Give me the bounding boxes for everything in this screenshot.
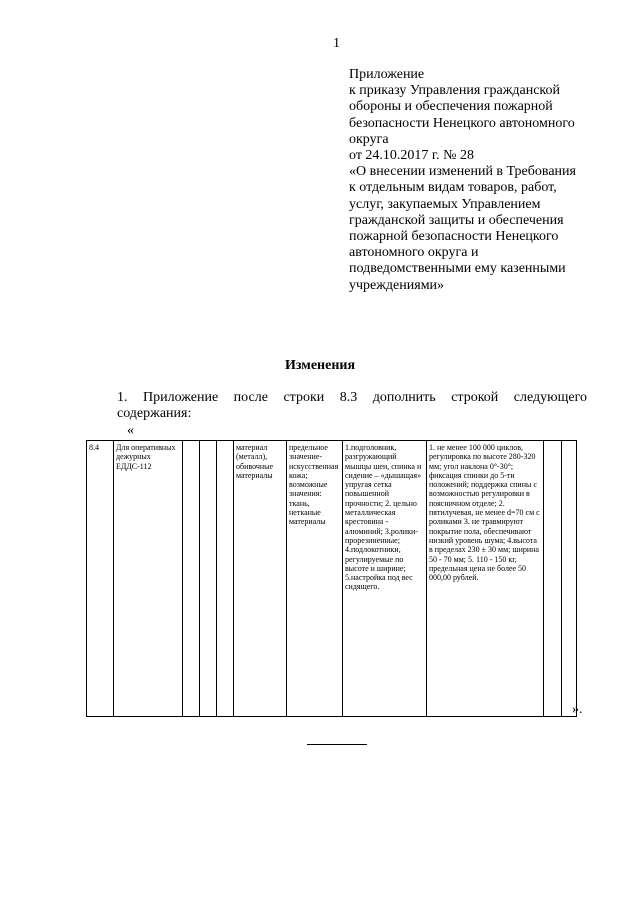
footer-rule <box>307 744 367 745</box>
section-heading: Изменения <box>284 358 356 373</box>
empty-cell <box>200 441 217 717</box>
appendix-line: безопасности Ненецкого автономного <box>349 115 575 131</box>
empty-cell <box>562 441 577 717</box>
appendix-line: Приложение <box>349 67 425 82</box>
empty-cell <box>544 441 562 717</box>
empty-cell <box>183 441 200 717</box>
empty-cell <box>217 441 234 717</box>
closing-quote: ». <box>572 702 583 717</box>
paragraph-line-2: содержания: <box>117 406 192 421</box>
material-cell: материал (металл), обивочные материалы <box>234 441 287 717</box>
appendix-header <box>349 67 594 294</box>
appendix-line: подведомственными ему казенными <box>349 261 566 277</box>
appendix-line: услуг, закупаемых Управлением <box>349 196 541 212</box>
appendix-line: гражданской защиты и обеспечения <box>349 212 564 228</box>
row-number-cell: 8.4 <box>87 441 114 717</box>
item-name-cell: Для оперативных дежурных ЕДДС-112 <box>114 441 183 717</box>
allowed-values-cell: предельное значение-искусственная кожа; возможные значения: ткань, нетканые материалы <box>287 441 343 717</box>
appendix-line: «О внесении изменений в Требования <box>349 164 576 180</box>
appendix-line: обороны и обеспечения пожарной <box>349 99 553 115</box>
appendix-line: от 24.10.2017 г. № 28 <box>349 148 474 164</box>
appendix-line: округа <box>349 131 389 147</box>
appendix-line: автономного округа и <box>349 245 479 261</box>
appendix-line: учреждениями» <box>349 277 445 293</box>
appendix-line: пожарной безопасности Ненецкого <box>349 229 559 245</box>
page-number: 1 <box>333 36 340 51</box>
features-cell: 1.подголовник, разгружающий мышцы шеи, спинка и сидение – «дышащая» упругая сетка повышенной прочности; 2. цельно металлическая крестовина - алюминий; 3.ролики-прорезиненные; 4.подлокотники, регулируемые по высоте и ширине; 5.настройка под вес сидящего. <box>343 441 427 717</box>
table-row <box>87 441 577 717</box>
appendix-line: к отдельным видам товаров, работ, <box>349 180 557 196</box>
changes-table <box>86 440 577 717</box>
appendix-line: к приказу Управления гражданской <box>349 83 561 99</box>
paragraph-line-1: 1. Приложение после строки 8.3 дополнить строкой следующего <box>117 390 587 405</box>
feature-values-cell: 1. не менее 100 000 циклов, регулировка по высоте 280-320 мм; угол наклона 0°-30°; фиксация спинки до 5-ти положений; поддержка спины с возможностью регулировки в поясничном отделе; 2. пятилучевая, не менее d=70 см с роликами 3. не травмируют покрытие пола, обеспечивают низкий уровень шума; 4.высота в пределах 230 ± 30 мм; ширина 50 - 70 мм; 5. 110 - 150 кг, предельная цена не более 50 000,00 рублей. <box>427 441 544 717</box>
opening-quote: « <box>127 423 134 438</box>
